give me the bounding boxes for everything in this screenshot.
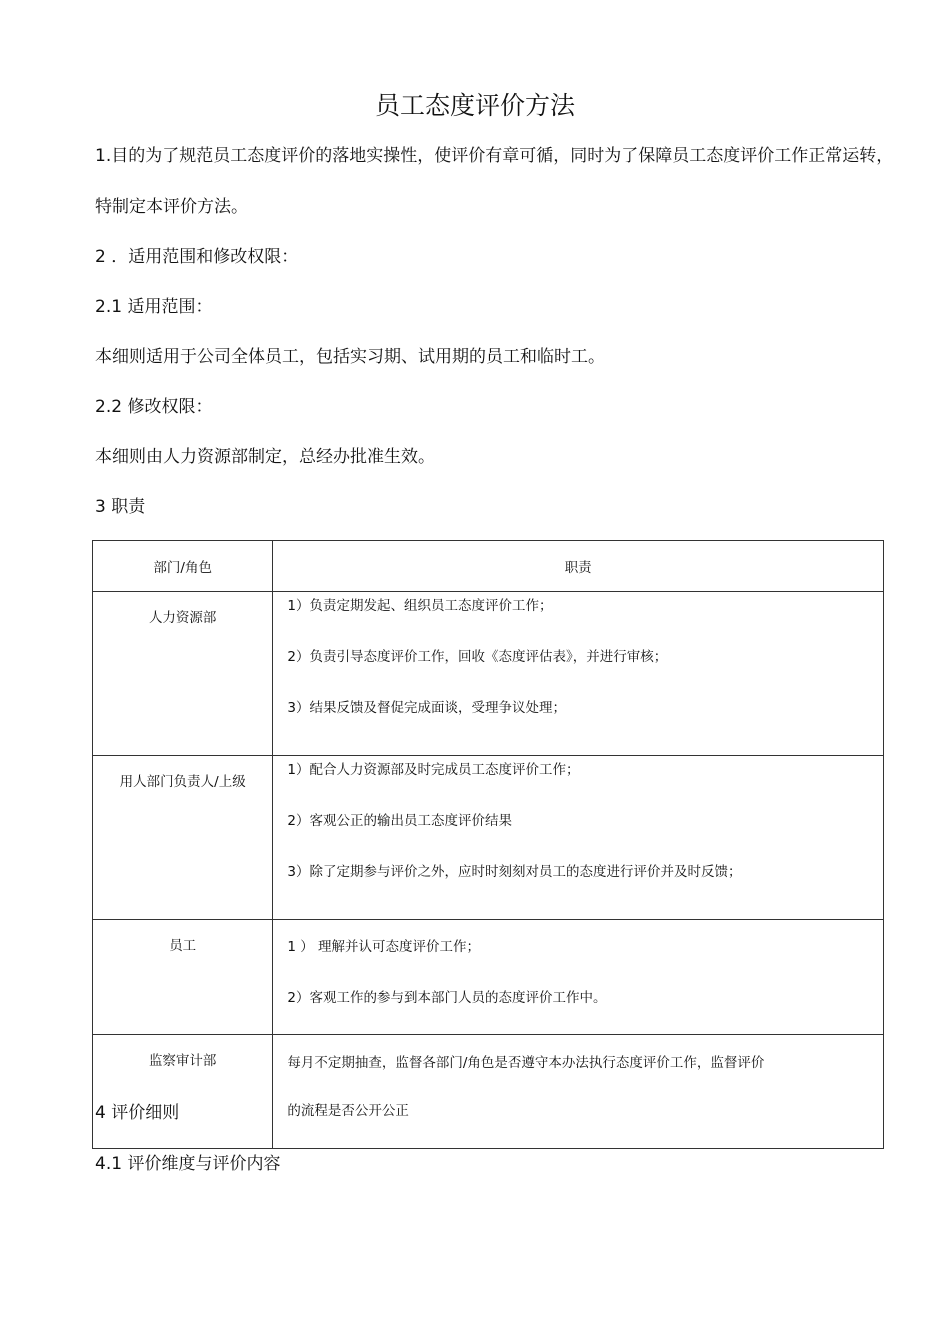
section-2-heading: 2 ．适用范围和修改权限： <box>95 247 299 267</box>
duty-item: 3）结果反馈及督促完成面谈，受理争议处理； <box>287 700 566 716</box>
duty-cell <box>273 756 884 920</box>
role-cell: 监察审计部 <box>93 1035 273 1149</box>
duty-cell <box>273 1035 884 1149</box>
section-2-1-text: 本细则适用于公司全体员工，包括实习期、试用期的员工和临时工。 <box>95 347 605 367</box>
table-row <box>93 1035 884 1149</box>
table-header-row <box>93 541 884 592</box>
purpose-paragraph: 1.目的为了规范员工态度评价的落地实操性，使评价有章可循，同时为了保障员工态度评价工作正常运转，特制定本评价方法。 <box>95 146 894 217</box>
duty-item: 2）客观工作的参与到本部门人员的态度评价工作中。 <box>287 990 607 1006</box>
duty-item: 3）除了定期参与评价之外，应时时刻刻对员工的态度进行评价并及时反馈； <box>287 864 742 880</box>
duty-cell <box>273 592 884 756</box>
duty-item: 1）负责定期发起、组织员工态度评价工作； <box>287 598 553 614</box>
duty-item: 1 ） 理解并认可态度评价工作； <box>287 939 481 955</box>
table-row <box>93 592 884 756</box>
document-title: 员工态度评价方法 <box>374 91 575 120</box>
section-3-heading: 3 职责 <box>95 497 146 517</box>
role-cell: 用人部门负责人/上级 <box>93 756 273 920</box>
header-duty: 职责 <box>273 541 884 592</box>
duty-item: 每月不定期抽查，监督各部门/角色是否遵守本办法执行态度评价工作，监督评价 <box>287 1055 765 1071</box>
role-cell: 员工 <box>93 920 273 1035</box>
duties-table <box>92 540 884 1149</box>
table-row <box>93 920 884 1035</box>
section-4-heading: 4 评价细则 <box>95 1103 180 1123</box>
duty-item: 2）客观公正的输出员工态度评价结果 <box>287 813 512 829</box>
section-4-1-heading: 4.1 评价维度与评价内容 <box>95 1154 281 1174</box>
duty-item: 2）负责引导态度评价工作，回收《态度评估表》，并进行审核； <box>287 649 668 665</box>
table-row <box>93 756 884 920</box>
role-cell: 人力资源部 <box>93 592 273 756</box>
section-2-2-text: 本细则由人力资源部制定，总经办批准生效。 <box>95 447 435 467</box>
section-2-2-heading: 2.2 修改权限： <box>95 397 213 417</box>
header-role: 部门/角色 <box>93 541 273 592</box>
section-2-1-heading: 2.1 适用范围： <box>95 297 213 317</box>
duty-item: 的流程是否公开公正 <box>287 1103 409 1119</box>
duty-item: 1）配合人力资源部及时完成员工态度评价工作； <box>287 762 580 778</box>
duty-cell <box>273 920 884 1035</box>
